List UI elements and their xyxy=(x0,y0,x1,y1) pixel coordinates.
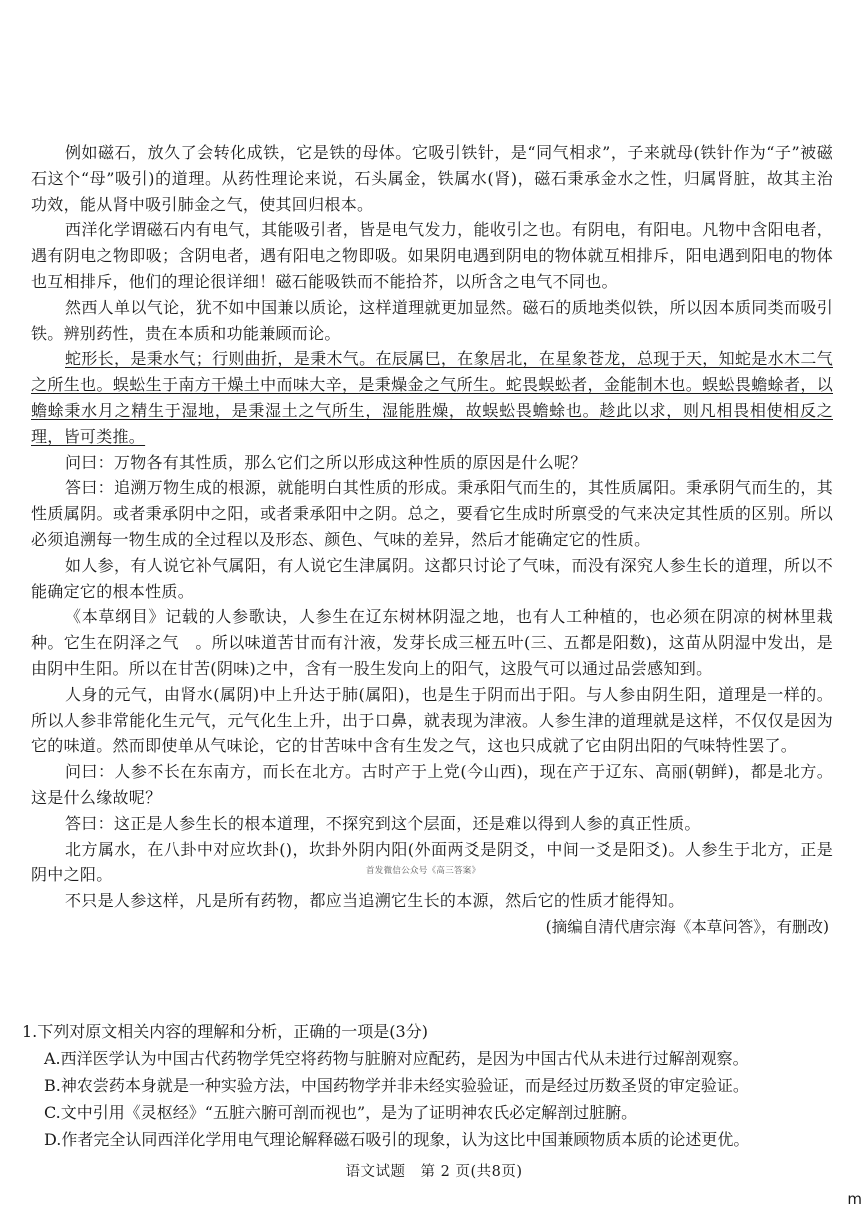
question-stem: 1.下列对原文相关内容的理解和分析，正确的一项是(3分) xyxy=(22,1022,428,1041)
paragraph-magnet-iron: 例如磁石，放久了会转化成铁，它是铁的母体。它吸引铁针，是“同气相求”，子来就母(铁针作为“子”被磁石这个“母”吸引)的道理。从药性理论来说，石头属金，铁属水(肾)，磁石秉承金水之性，归属肾脏，故其主治功效，能从肾中吸引肺金之气，使其回归根本。 xyxy=(31,143,833,214)
paragraph-kan-trigram: 北方属水，在八卦中对应坎卦()，坎卦外阴内阳(外面两爻是阴爻，中间一爻是阳爻)。人参生于北方，正是阴中之阳。 xyxy=(31,839,833,885)
paragraph-ginseng-intro: 如人参，有人说它补气属阳，有人说它生津属阴。这都只讨论了气味，而没有深究人参生长的道理，所以不能确定它的根本性质。 xyxy=(31,555,833,601)
source-attribution: (摘编自清代唐宗海《本草问答》，有删改) xyxy=(545,917,829,936)
paragraph-conclusion: 不只是人参这样，凡是所有药物，都应当追溯它生长的本源，然后它的性质才能得知。 xyxy=(65,891,685,911)
corner-mark: m xyxy=(847,1190,862,1208)
option-c[interactable]: C.文中引用《灵枢经》“五脏六腑可剖而视也”，是为了证明神农氏必定解剖过脏腑。 xyxy=(44,1103,638,1122)
watermark-text: 首发微信公众号《高三答案》 xyxy=(366,866,481,876)
option-b[interactable]: B.神农尝药本身就是一种实验方法，中国药物学并非未经实验验证，而是经过历数圣贤的审定验证。 xyxy=(44,1076,749,1095)
paragraph-substance-theory: 然西人单以气论，犹不如中国兼以质论，这样道理就更加显然。磁石的质地类似铁，所以因本质同类而吸引铁。辨别药性，贵在本质和功能兼顾而论。 xyxy=(31,297,833,343)
paragraph-snake-centipede xyxy=(31,346,833,449)
option-a[interactable]: A.西洋医学认为中国古代药物学凭空将药物与脏腑对应配药，是因为中国古代从未进行过解剖观察。 xyxy=(44,1049,749,1068)
passage-body xyxy=(31,140,833,941)
paragraph-question-nature: 问曰：万物各有其性质，那么它们之所以形成这种性质的原因是什么呢？ xyxy=(65,452,587,472)
underlined-passage: 蛇形长，是秉水气；行则曲折，是秉木气。在辰属巳，在象居北，在星象苍龙，总现于天，知蛇是水木二气之所生也。蜈蚣生于南方干燥土中而味大辛，是秉燥金之气所生。蛇畏蜈蚣者，金能制木也。蜈蚣畏蟾蜍者，以蟾蜍秉水月之精生于湿地，是秉湿土之气所生，湿能胜燥，故蜈蚣畏蟾蜍也。 xyxy=(31,349,833,420)
paragraph-western-chemistry: 西洋化学谓磁石内有电气，其能吸引者，皆是电气发力，能收引之也。有阴电，有阳电。凡物中含阳电者，遇有阴电之物即吸；含阴电者，遇有阳电之物即吸。如果阴电遇到阴电的物体就互相排斥，阳电遇到阳电的物体也互相排斥，他们的理论很详细！磁石能吸铁而不能拾芥，以所含之电气不同也。 xyxy=(31,220,833,291)
underlined-passage-tail: 趁此以求，则凡相畏相使相反之理，皆可类推。 xyxy=(31,400,833,446)
paragraph-yuanqi: 人身的元气，由肾水(属阴)中上升达于肺(属阳)，也是生于阴而出于阳。与人参由阴生阳，道理是一样的。所以人参非常能化生元气，元气化生上升，出于口鼻，就表现为津液。人参生津的道理就是这样，不仅仅是因为它的味道。然而即使单从气味论，它的甘苦味中含有生发之气，这也只成就了它由阴出阳的气味特性罢了。 xyxy=(31,684,833,756)
paragraph-bencao-gangmu: 《本草纲目》记载的人参歌诀，人参生在辽东树林阴湿之地，也有人工种植的，也必须在阴凉的树林里栽种。它生在阴泽之气 。所以味道苦甘而有汁液，发芽长成三桠五叶(三、五都是阳数)，这苗从阴湿中发出，是由阴中生阳。所以在甘苦(阴味)之中，含有一股生发向上的阳气，这股气可以通过品尝感知到。 xyxy=(31,607,833,678)
option-d[interactable]: D.作者完全认同西洋化学用电气理论解释磁石吸引的现象，认为这比中国兼顾物质本质的论述更优。 xyxy=(44,1130,750,1149)
question-1 xyxy=(22,1018,832,1153)
paragraph-question-north: 问曰：人参不长在东南方，而长在北方。古时产于上党(今山西)，现在产于辽东、高丽(朝鲜)，都是北方。这是什么缘故呢？ xyxy=(31,762,833,807)
page-footer: 语文试题 第 2 页(共8页) xyxy=(345,1164,523,1180)
paragraph-answer-north: 答曰：这正是人参生长的根本道理，不探究到这个层面，还是难以得到人参的真正性质。 xyxy=(65,813,701,833)
paragraph-answer-origin: 答曰：追溯万物生成的根源，就能明白其性质的形成。秉承阳气而生的，其性质属阳。秉承阴气而生的，其性质属阴。或者秉承阴中之阳，或者秉承阳中之阴。总之，要看它生成时所禀受的气来决定其性质的区别。所以必须追溯每一物生成的全过程以及形态、颜色、气味的差异，然后才能确定它的性质。 xyxy=(31,478,833,549)
